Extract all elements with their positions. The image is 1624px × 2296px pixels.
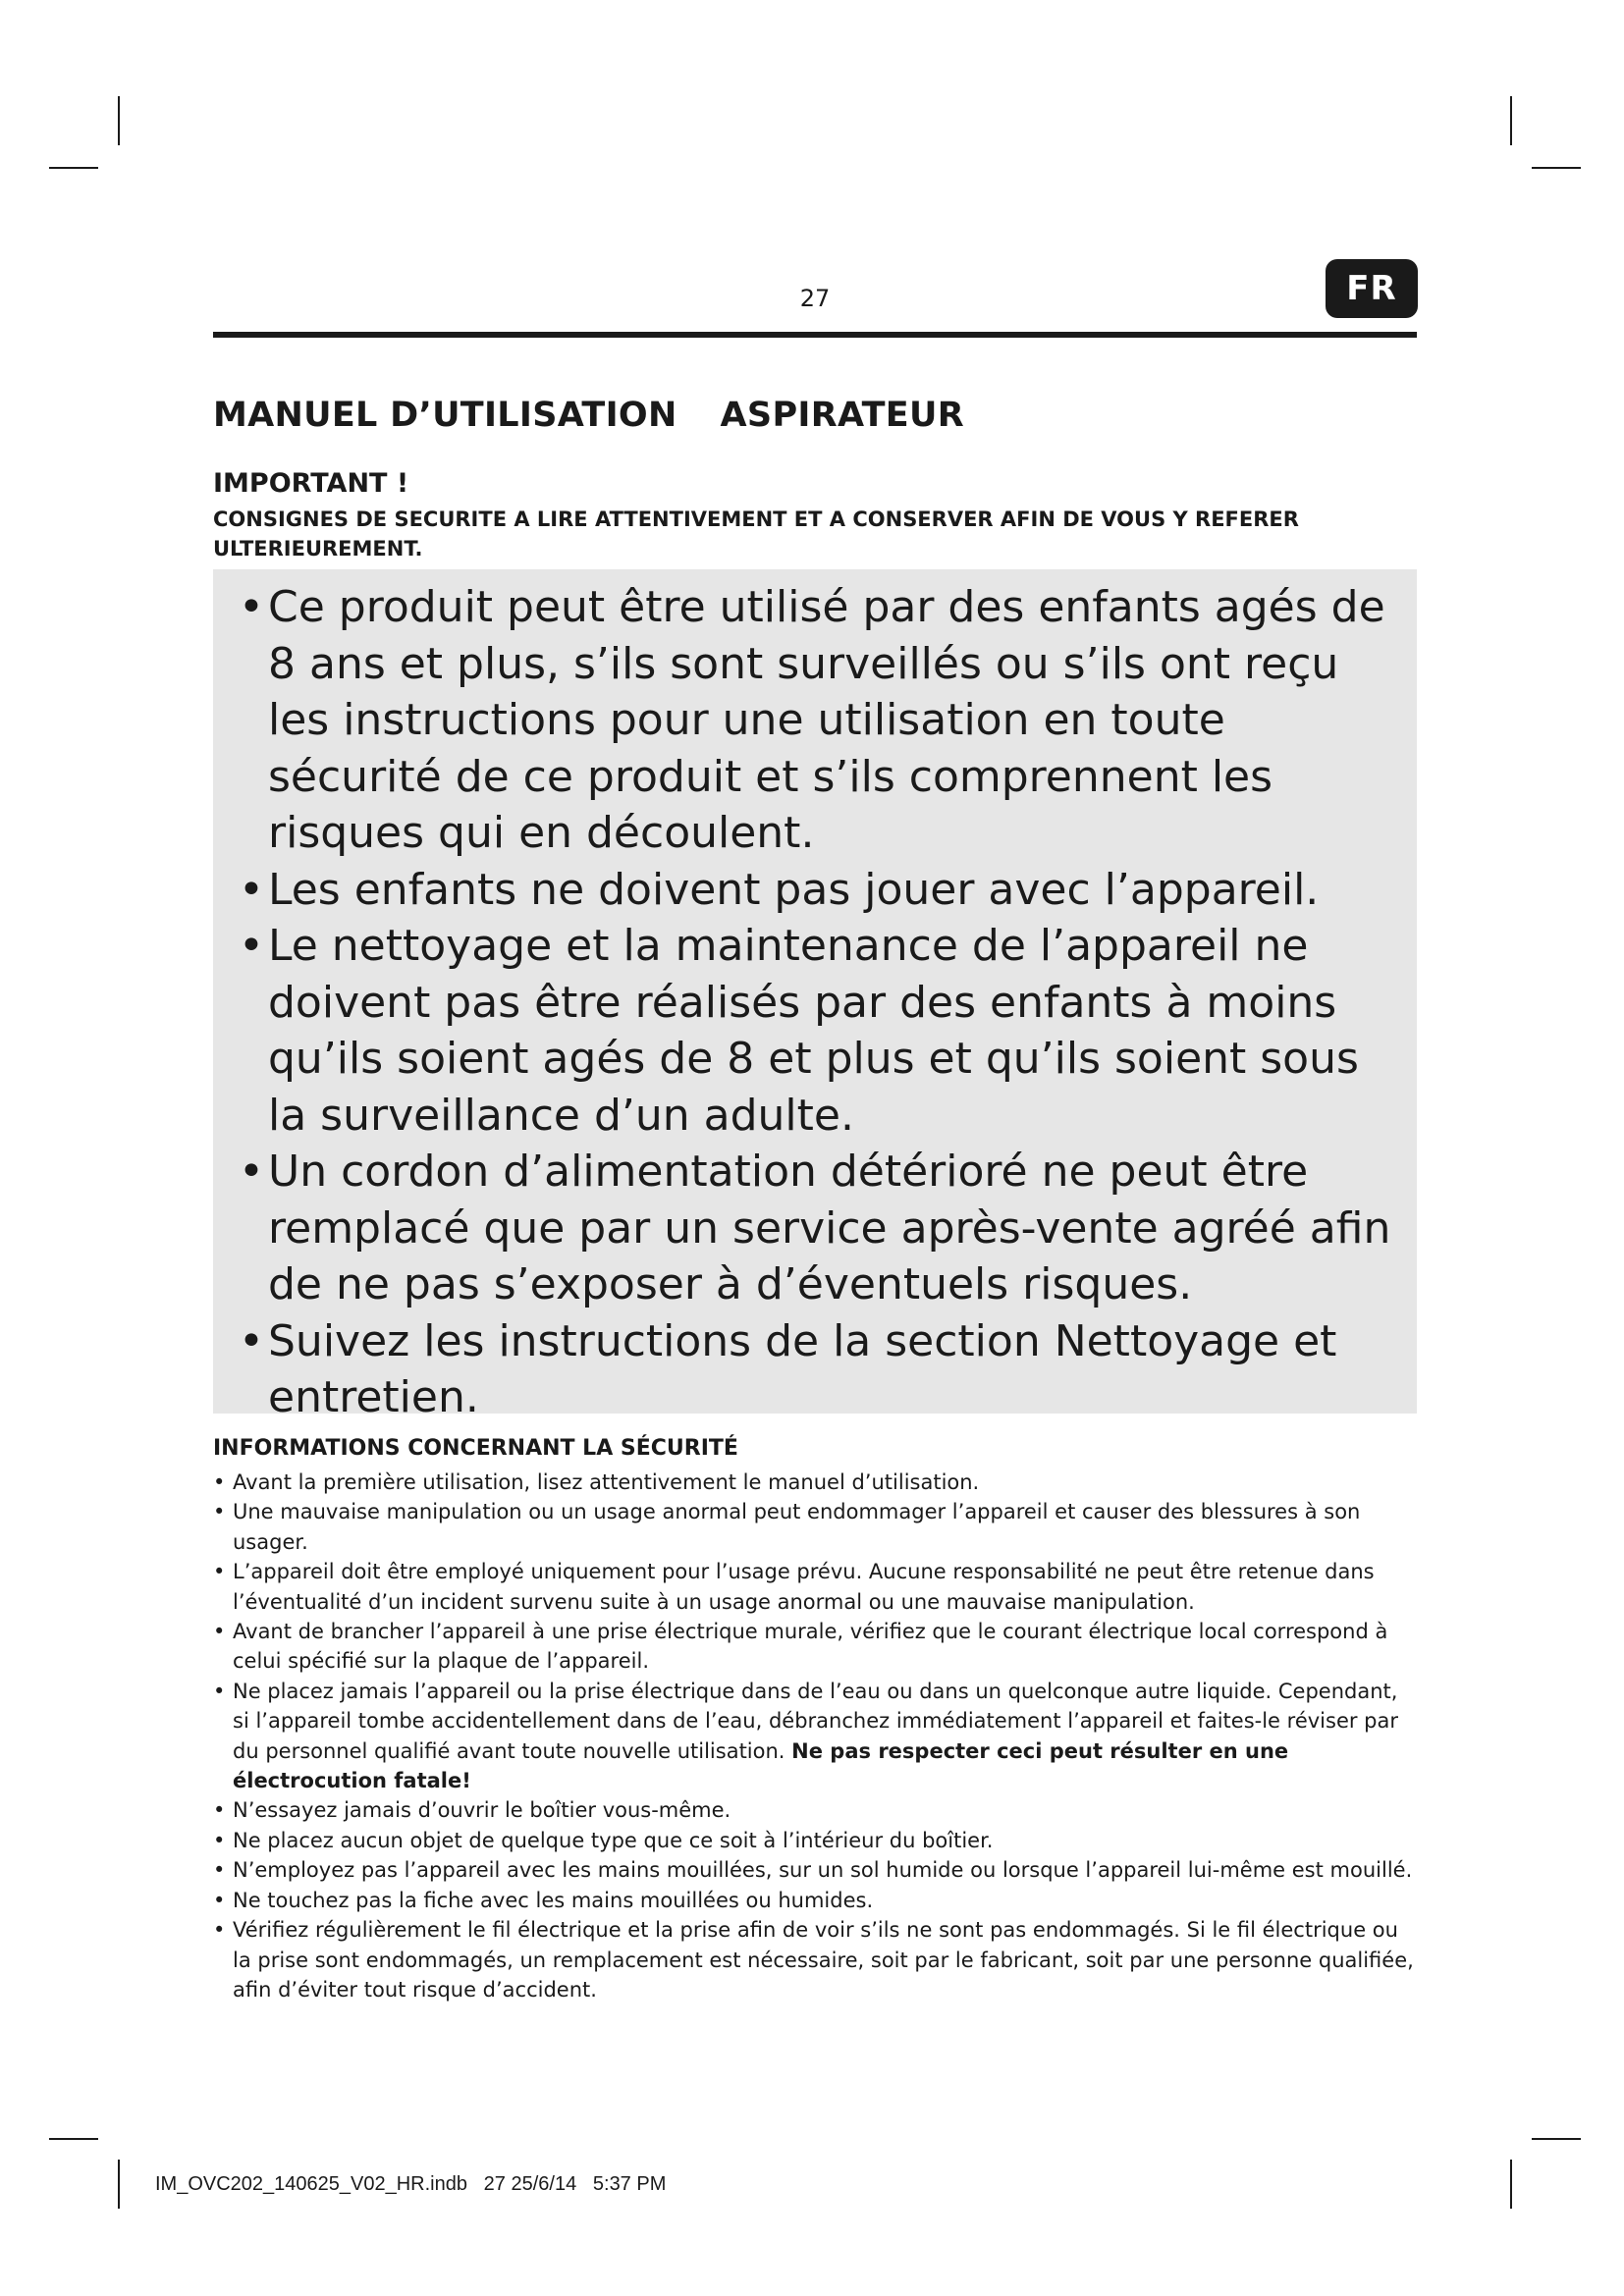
bullet: •: [213, 1500, 226, 1524]
warning-list: [227, 579, 1407, 1426]
list-item: [213, 1795, 1417, 1825]
list-item-text: L’appareil doit être employé uniquement pour l’usage prévu. Aucune responsabilité ne peut être retenue dans l’éventualité d’un incident survenu suite à un usage anormal ou une mauvaise manipulation.: [233, 1560, 1375, 1614]
warning-item: [227, 918, 1407, 1144]
crop-mark: [1532, 2138, 1581, 2140]
list-item-text: Avant de brancher l’appareil à une prise électrique murale, vérifiez que le courant électrique local correspond à celui spécifié sur la plaque de l’appareil.: [233, 1620, 1388, 1674]
bullet: •: [213, 1858, 226, 1883]
warning-text: Les enfants ne doivent pas jouer avec l’appareil.: [268, 864, 1320, 915]
list-item-text: Avant la première utilisation, lisez attentivement le manuel d’utilisation.: [233, 1470, 980, 1494]
bullet: •: [213, 1620, 226, 1644]
list-item-text: Vérifiez régulièrement le fil électrique et la prise afin de voir s’ils ne sont pas endommagés. Si le fil électrique ou la prise sont endommagés, un remplacement est nécessaire, soit par le fabricant, soit par une personne qualifiée, afin d’éviter tout risque d’accident.: [233, 1918, 1414, 2002]
crop-mark: [118, 2160, 120, 2209]
list-item-text: N’employez pas l’appareil avec les mains mouillées, sur un sol humide ou lorsque l’appareil lui-même est mouillé.: [233, 1858, 1413, 1883]
footer-file-info: IM_OVC202_140625_V02_HR.indb 27: [155, 2173, 506, 2195]
bullet: •: [213, 1828, 226, 1852]
warning-text: Ce produit peut être utilisé par des enfants agés de 8 ans et plus, s’ils sont surveillés ou s’ils ont reçu les instructions pour une utilisation en toute sécurité de ce produit et s’ils comprennent les risques qui en découlent.: [268, 582, 1385, 858]
crop-mark: [49, 167, 98, 169]
warning-item: [227, 862, 1407, 919]
crop-mark: [1510, 96, 1512, 145]
list-item: [213, 1886, 1417, 1915]
list-item: [213, 1826, 1417, 1855]
header-divider: [213, 332, 1417, 338]
warning-box: [213, 569, 1417, 1422]
print-footer: [155, 2173, 666, 2196]
bullet: •: [239, 582, 264, 632]
list-item-text: Ne touchez pas la fiche avec les mains mouillées ou humides.: [233, 1888, 874, 1912]
bullet: •: [239, 1315, 264, 1366]
warning-text: Le nettoyage et la maintenance de l’appareil ne doivent pas être réalisés par des enfants à moins qu’ils soient agés de 8 et plus et qu’ils soient sous la surveillance d’un adulte.: [268, 921, 1359, 1141]
warning-text: Suivez les instructions de la section Nettoyage et entretien.: [268, 1315, 1337, 1422]
title-manual: MANUEL D’UTILISATION: [213, 396, 677, 435]
bullet: •: [213, 1918, 226, 1943]
warning-item: [227, 1313, 1407, 1426]
language-badge: FR: [1326, 259, 1418, 318]
safety-info-title: INFORMATIONS CONCERNANT LA SÉCURITÉ: [213, 1436, 738, 1461]
list-item-text: Ne placez aucun objet de quelque type que ce soit à l’intérieur du boîtier.: [233, 1828, 994, 1852]
document-title: [213, 396, 1417, 435]
page-number: 27: [799, 285, 831, 312]
warning-item: [227, 1144, 1407, 1313]
bullet: •: [213, 1679, 226, 1703]
footer-datetime: 25/6/14 5:37 PM: [511, 2173, 667, 2195]
bullet: •: [239, 1147, 264, 1197]
list-item: [213, 1617, 1417, 1677]
crop-mark: [1532, 167, 1581, 169]
important-heading: IMPORTANT !: [213, 468, 409, 499]
fatal-warning: Ne pas respecter ceci peut résulter en une électrocution fatale!: [233, 1738, 1289, 1793]
list-item: [213, 1497, 1417, 1557]
bullet: •: [213, 1888, 226, 1912]
warning-text: Un cordon d’alimentation détérioré ne peut être remplacé que par un service après-vente agréé afin de ne pas s’exposer à d’éventuels risques.: [268, 1147, 1391, 1309]
list-item: [213, 1915, 1417, 2004]
list-item: [213, 1677, 1417, 1796]
title-product: ASPIRATEUR: [720, 396, 964, 435]
crop-mark: [1510, 2160, 1512, 2209]
safety-instructions-notice: CONSIGNES DE SECURITE A LIRE ATTENTIVEMENT ET A CONSERVER AFIN DE VOUS Y REFERER ULTERIEUREMENT.: [213, 507, 1299, 561]
list-item: [213, 1557, 1417, 1617]
list-item-text: N’essayez jamais d’ouvrir le boîtier vous-même.: [233, 1798, 731, 1823]
bullet: •: [213, 1798, 226, 1823]
warning-item: [227, 579, 1407, 862]
bullet: •: [239, 921, 264, 971]
list-item-text: Une mauvaise manipulation ou un usage anormal peut endommager l’appareil et causer des blessures à son usager.: [233, 1500, 1361, 1554]
bullet: •: [239, 864, 264, 915]
bullet: •: [213, 1470, 226, 1494]
safety-info-list: [213, 1468, 1417, 2004]
list-item-text: Ne placez jamais l’appareil ou la prise électrique dans de l’eau ou dans un quelconque autre liquide. Cependant, si l’appareil tombe accidentellement dans de l’eau, débranchez immédiatement l’appareil et faites-le réviser par du personnel qualifié avant toute nouvelle utilisation.: [233, 1679, 1399, 1763]
crop-mark: [118, 96, 120, 145]
crop-mark: [49, 2138, 98, 2140]
bullet: •: [213, 1560, 226, 1584]
list-item: [213, 1468, 1417, 1497]
list-item: [213, 1855, 1417, 1885]
